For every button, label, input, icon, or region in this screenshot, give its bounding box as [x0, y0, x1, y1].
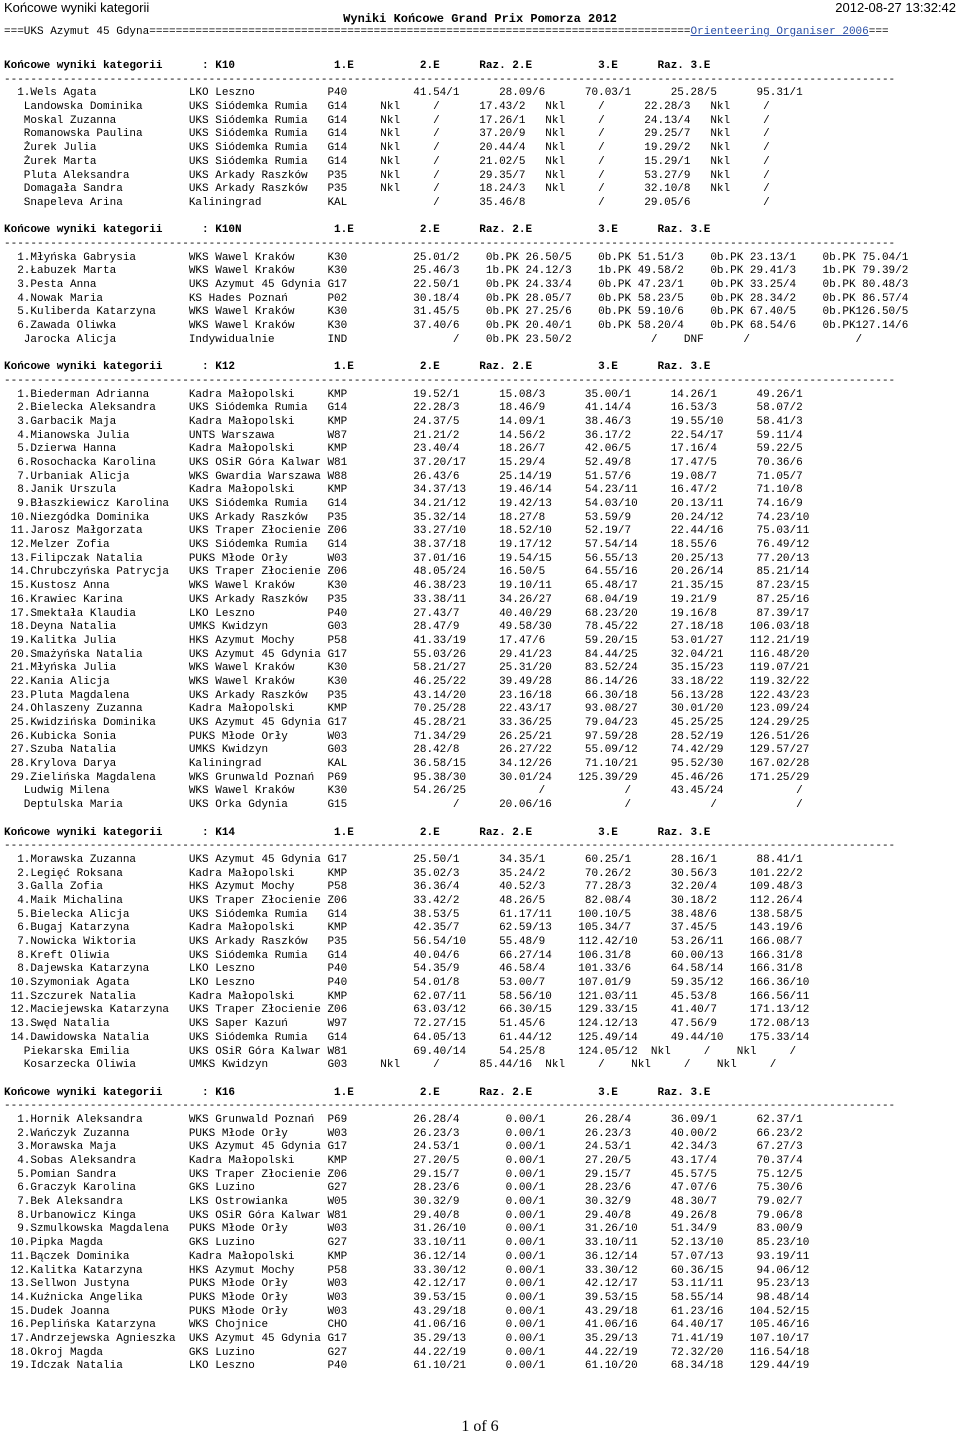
result-row: 1.Hornik Aleksandra WKS Grunwald Poznań P69 26.28/4 0.00/1 26.28/4 36.09/1 62.37/1	[4, 1113, 803, 1126]
result-row: Landowska Dominika UKS Siódemka Rumia G14 Nkl / 17.43/2 Nkl / 22.28/3 Nkl /	[4, 101, 770, 114]
result-row: 20.Smażyńska Natalia UKS Azymut 45 Gdynia G17 55.03/26 29.41/23 84.44/25 32.04/21 116.48/20	[4, 648, 810, 661]
result-row: Snapeleva Arina Kaliningrad KAL / 35.46/8 / 29.05/6 /	[4, 196, 770, 209]
result-row: 8.Janik Urszula Kadra Małopolski KMP 34.37/13 19.46/14 54.23/11 16.47/2 71.10/8	[4, 484, 803, 497]
section-rule: ---------------------------------------------------------------------------------------------------------------------------------------	[4, 1100, 896, 1113]
result-row: 4.Mianowska Julia UNTS Warszawa W87 21.21/2 14.56/2 36.17/2 22.54/17 59.11/4	[4, 429, 803, 442]
section-rule: ---------------------------------------------------------------------------------------------------------------------------------------	[4, 73, 896, 86]
result-row: Moskal Zuzanna UKS Siódemka Rumia G14 Nkl / 17.26/1 Nkl / 24.13/4 Nkl /	[4, 114, 770, 127]
section-heading: Końcowe wyniki kategorii : K10 1.E 2.E Raz. 2.E 3.E Raz. 3.E	[4, 60, 711, 72]
section-heading: Końcowe wyniki kategorii : K16 1.E 2.E Raz. 2.E 3.E Raz. 3.E	[4, 1086, 711, 1099]
section-heading: Końcowe wyniki kategorii : K10N 1.E 2.E Raz. 2.E 3.E Raz. 3.E	[4, 224, 711, 237]
result-row: 23.Pluta Magdalena UKS Arkady Raszków P35 43.14/20 23.16/18 66.30/18 56.13/28 122.43/23	[4, 689, 810, 702]
result-row: 12.Maciejewska Katarzyna UKS Traper Złocienie Z06 63.03/12 66.30/15 129.33/15 41.40/7 171.13/12	[4, 1004, 810, 1017]
result-row: 2.Legięć Roksana Kadra Małopolski KMP 35.02/3 35.24/2 70.26/2 30.56/3 101.22/2	[4, 867, 803, 880]
result-row: 11.Bączek Dominika Kadra Małopolski KMP 36.12/14 0.00/1 36.12/14 57.07/13 93.19/11	[4, 1250, 810, 1263]
results-section	[4, 1087, 956, 1388]
results-section	[4, 60, 956, 224]
result-row: 16.Peplińska Katarzyna WKS Chojnice CHO 41.06/16 0.00/1 41.06/16 64.40/17 105.46/16	[4, 1319, 810, 1332]
results-content	[4, 60, 956, 1388]
result-row: 14.Chrubczyńska Patrycja UKS Traper Złocienie Z06 48.05/24 16.50/5 64.55/16 20.26/14 85.21/14	[4, 566, 810, 579]
result-row: 4.Nowak Maria KS Hades Poznań P02 30.18/4 0b.PK 28.05/7 0b.PK 58.23/5 0b.PK 28.34/2 0b.PK 86.57/4	[4, 292, 909, 305]
result-row: 13.Sellwon Justyna PUKS Młode Orły W03 42.12/17 0.00/1 42.12/17 53.11/11 95.23/13	[4, 1278, 810, 1291]
section-rule: ---------------------------------------------------------------------------------------------------------------------------------------	[4, 840, 896, 853]
result-row: 19.Kalitka Julia HKS Azymut Mochy P58 41.33/19 17.47/6 59.20/15 53.01/27 112.21/19	[4, 634, 810, 647]
result-row: 3.Morawska Maja UKS Azymut 45 Gdynia G17 24.53/1 0.00/1 24.53/1 42.34/3 67.27/3	[4, 1141, 803, 1154]
result-row: 10.Szymoniak Agata LKO Leszno P40 54.01/8 53.00/7 107.01/9 59.35/12 166.36/10	[4, 977, 810, 990]
result-row: Romanowska Paulina UKS Siódemka Rumia G14 Nkl / 37.20/9 Nkl / 29.25/7 Nkl /	[4, 128, 770, 141]
result-row: 9.Błaszkiewicz Karolina UKS Siódemka Rumia G14 34.21/12 19.42/13 54.03/10 20.13/11 74.16/9	[4, 498, 803, 510]
result-row: 27.Szuba Natalia UMKS Kwidzyn G03 28.42/8 26.27/22 55.09/12 74.42/29 129.57/27	[4, 744, 810, 757]
result-row: Ludwig Milena WKS Wawel Kraków K30 54.26/25 / / 43.45/24 /	[4, 785, 803, 798]
result-row: 10.Niezgódka Dominika UKS Arkady Raszków P35 35.32/14 18.27/8 53.59/9 20.24/12 74.23/10	[4, 511, 810, 524]
section-heading: Końcowe wyniki kategorii : K14 1.E 2.E Raz. 2.E 3.E Raz. 3.E	[4, 826, 711, 839]
result-row: 6.Bugaj Katarzyna Kadra Małopolski KMP 42.35/7 62.59/13 105.34/7 37.45/5 143.19/6	[4, 922, 803, 935]
result-row: 3.Garbacik Maja Kadra Małopolski KMP 24.37/5 14.09/1 38.46/3 19.55/10 58.41/3	[4, 415, 803, 428]
header-left-title: Końcowe wyniki kategorii	[4, 0, 150, 15]
club-line-text: ===UKS Azymut 45 Gdyna==================================================================================	[4, 26, 691, 38]
result-row: Deptulska Maria UKS Orka Gdynia G15 / 20.06/16 / / /	[4, 799, 803, 812]
result-row: 13.Swęd Natalia UKS Saper Kazuń W97 72.27/15 51.45/6 124.12/13 47.56/9 172.08/13	[4, 1018, 810, 1031]
result-row: 26.Kubicka Sonia PUKS Młode Orły W03 71.34/29 26.25/21 97.59/28 28.52/19 126.51/26	[4, 730, 810, 743]
result-row: 28.Krylova Darya Kaliningrad KAL 36.58/15 34.12/26 71.10/21 95.52/30 167.02/28	[4, 758, 810, 771]
results-section	[4, 827, 956, 1087]
result-row: 13.Filipczak Natalia PUKS Młode Orły W03 37.01/16 19.54/15 56.55/13 20.25/13 77.20/13	[4, 552, 810, 565]
result-row: 2.Bielecka Aleksandra UKS Siódemka Rumia G14 22.28/3 18.46/9 41.14/4 16.53/3 58.07/2	[4, 402, 803, 415]
result-row: 14.Kuźnicka Angelika PUKS Młode Orły W03 39.53/15 0.00/1 39.53/15 58.55/14 98.48/14	[4, 1291, 810, 1304]
organiser-link[interactable]: Orienteering Organiser 2006	[690, 26, 869, 38]
result-row: 25.Kwidzińska Dominika UKS Azymut 45 Gdynia G17 45.28/21 33.36/25 79.04/23 45.25/25 124.29/25	[4, 717, 810, 729]
result-row: 12.Kalitka Katarzyna HKS Azymut Mochy P58 33.30/12 0.00/1 33.30/12 60.36/15 94.06/12	[4, 1264, 810, 1277]
result-row: 15.Kustosz Anna WKS Wawel Kraków K30 46.38/23 19.10/11 65.48/17 21.35/15 87.23/15	[4, 580, 810, 593]
result-row: 7.Nowicka Wiktoria UKS Arkady Raszków P35 56.54/10 55.48/9 112.42/10 53.26/11 166.08/7	[4, 936, 803, 948]
result-row: 7.Urbaniak Alicja WKS Gwardia Warszawa W88 26.43/6 25.14/19 51.57/6 19.08/7 71.05/7	[4, 470, 803, 483]
result-row: 11.Jarosz Małgorzata UKS Traper Złocienie Z06 33.27/10 18.52/10 52.19/7 22.44/16 75.03/11	[4, 525, 810, 538]
result-row: 16.Krawiec Karina UKS Arkady Raszków P35 33.38/11 34.26/27 68.04/19 19.21/9 87.25/16	[4, 593, 810, 606]
result-row: 5.Dzierwa Hanna Kadra Małopolski KMP 23.40/4 18.26/7 42.06/5 17.16/4 59.22/5	[4, 443, 803, 456]
result-row: 3.Galla Zofia HKS Azymut Mochy P58 36.36/4 40.52/3 77.28/3 32.20/4 109.48/3	[4, 881, 803, 894]
result-row: 19.Idczak Natalia LKO Leszno P40 61.10/21 0.00/1 61.10/20 68.34/18 129.44/19	[4, 1360, 810, 1373]
club-line	[4, 26, 956, 40]
result-row: 4.Maik Michalina UKS Traper Złocienie Z06 33.42/2 48.26/5 82.08/4 30.18/2 112.26/4	[4, 894, 803, 907]
page-number: 1 of 6	[461, 1418, 499, 1435]
result-row: 4.Sobas Aleksandra Kadra Małopolski KMP 27.20/5 0.00/1 27.20/5 43.17/4 70.37/4	[4, 1155, 803, 1167]
result-row: 8.Urbanowicz Kinga UKS OSiR Góra Kalwar W81 29.40/8 0.00/1 29.40/8 49.26/8 79.06/8	[4, 1209, 803, 1222]
result-row: Żurek Julia UKS Siódemka Rumia G14 Nkl / 20.44/4 Nkl / 19.29/2 Nkl /	[4, 142, 770, 155]
result-row: Domagała Sandra UKS Arkady Raszków P35 Nkl / 18.24/3 Nkl / 32.10/8 Nkl /	[4, 183, 770, 196]
result-row: 3.Pesta Anna UKS Azymut 45 Gdynia G17 22.50/1 0b.PK 24.33/4 0b.PK 47.23/1 0b.PK 33.25/4 0b.PK 80.48/3	[4, 279, 909, 291]
section-heading: Końcowe wyniki kategorii : K12 1.E 2.E Raz. 2.E 3.E Raz. 3.E	[4, 361, 711, 374]
result-row: 29.Zielińska Magdalena WKS Grunwald Poznań P69 95.38/30 30.01/24 125.39/29 45.46/26 171.25/29	[4, 771, 810, 784]
result-row: 11.Szczurek Natalia Kadra Małopolski KMP 62.07/11 58.56/10 121.03/11 45.53/8 166.56/11	[4, 990, 810, 1003]
result-row: 1.Wels Agata LKO Leszno P40 41.54/1 28.09/6 70.03/1 25.28/5 95.31/1	[4, 87, 803, 100]
document-title: Wyniki Końcowe Grand Prix Pomorza 2012	[343, 12, 617, 26]
result-row: 5.Bielecka Alicja UKS Siódemka Rumia G14 38.53/5 61.17/11 100.10/5 38.48/6 138.58/5	[4, 908, 803, 921]
result-row: 2.Łabuzek Marta WKS Wawel Kraków K30 25.46/3 1b.PK 24.12/3 1b.PK 49.58/2 0b.PK 29.41/3 1b.PK 79.39/2	[4, 265, 909, 278]
result-row: 2.Wańczyk Zuzanna PUKS Młode Orły W03 26.23/3 0.00/1 26.23/3 40.00/2 66.23/2	[4, 1127, 803, 1140]
result-row: 5.Kuliberda Katarzyna WKS Wawel Kraków K30 31.45/5 0b.PK 27.25/6 0b.PK 59.10/6 0b.PK 67.40/5 0b.PK126.50/5	[4, 306, 909, 319]
result-row: Pluta Aleksandra UKS Arkady Raszków P35 Nkl / 29.35/7 Nkl / 53.27/9 Nkl /	[4, 169, 770, 182]
header-timestamp: 2012-08-27 13:32:42	[835, 0, 956, 15]
result-row: Żurek Marta UKS Siódemka Rumia G14 Nkl / 21.02/5 Nkl / 15.29/1 Nkl /	[4, 155, 770, 168]
section-rule: ---------------------------------------------------------------------------------------------------------------------------------------	[4, 237, 896, 250]
result-row: 6.Graczyk Karolina GKS Luzino G27 28.23/6 0.00/1 28.23/6 47.07/6 75.30/6	[4, 1182, 803, 1195]
result-row: 21.Młyńska Julia WKS Wawel Kraków K30 58.21/27 25.31/20 83.52/24 35.15/23 119.07/21	[4, 662, 810, 675]
results-section	[4, 224, 956, 361]
result-row: 24.Ohlaszeny Zuzanna Kadra Małopolski KMP 70.25/28 22.43/17 93.08/27 30.01/20 123.09/24	[4, 703, 810, 716]
result-row: 6.Zawada Oliwka WKS Wawel Kraków K30 37.40/6 0b.PK 20.40/1 0b.PK 58.20/4 0b.PK 68.54/6 0b.PK127.14/6	[4, 320, 909, 333]
result-row: 1.Biederman Adrianna Kadra Małopolski KMP 19.52/1 15.08/3 35.00/1 14.26/1 49.26/1	[4, 388, 803, 401]
result-row: 12.Melzer Zofia UKS Siódemka Rumia G14 38.37/18 19.17/12 57.54/14 18.55/6 76.49/12	[4, 539, 810, 552]
result-row: 6.Rosochacka Karolina UKS OSiR Góra Kalwar W81 37.20/17 15.29/4 52.49/8 17.47/5 70.36/6	[4, 456, 803, 469]
result-row: 1.Morawska Zuzanna UKS Azymut 45 Gdynia G17 25.50/1 34.35/1 60.25/1 28.16/1 88.41/1	[4, 853, 803, 866]
result-row: 17.Smektała Klaudia LKO Leszno P40 27.43/7 40.40/29 68.23/20 19.16/8 87.39/17	[4, 607, 810, 620]
result-row: 1.Młyńska Gabrysia WKS Wawel Kraków K30 25.01/2 0b.PK 26.50/5 0b.PK 51.51/3 0b.PK 23.13/1 0b.PK 75.04/1	[4, 251, 909, 264]
result-row: 18.Deyna Natalia UMKS Kwidzyn G03 28.47/9 49.58/30 78.45/22 27.18/18 106.03/18	[4, 621, 810, 634]
result-row: 15.Dudek Joanna PUKS Młode Orły W03 43.29/18 0.00/1 43.29/18 61.23/16 104.52/15	[4, 1305, 810, 1318]
result-row: 18.Okroj Magda GKS Luzino G27 44.22/19 0.00/1 44.22/19 72.32/20 116.54/18	[4, 1346, 810, 1359]
result-row: 22.Kania Alicja WKS Wawel Kraków K30 46.25/22 39.49/28 86.14/26 33.18/22 119.32/22	[4, 675, 810, 688]
result-row: 8.Dajewska Katarzyna LKO Leszno P40 54.35/9 46.58/4 101.33/6 64.58/14 166.31/8	[4, 963, 803, 976]
result-row: Jarocka Alicja Indywidualnie IND / 0b.PK 23.50/2 / DNF / /	[4, 333, 863, 346]
club-line-tail: ===	[868, 26, 889, 38]
section-rule: ---------------------------------------------------------------------------------------------------------------------------------------	[4, 374, 896, 387]
result-row: 10.Pipka Magda GKS Luzino G27 33.10/11 0.00/1 33.10/11 52.13/10 85.23/10	[4, 1237, 810, 1250]
result-row: Kosarzecka Oliwia UMKS Kwidzyn G03 Nkl / 85.44/16 Nkl / Nkl / Nkl /	[4, 1059, 777, 1072]
results-section	[4, 361, 956, 826]
result-row: 7.Bek Aleksandra LKS Ostrowianka W05 30.32/9 0.00/1 30.32/9 48.30/7 79.02/7	[4, 1196, 803, 1209]
result-row: 14.Dawidowska Natalia UKS Siódemka Rumia G14 64.05/13 61.44/12 125.49/14 49.44/10 175.33/14	[4, 1031, 810, 1044]
result-row: 5.Pomian Sandra UKS Traper Złocienie Z06 29.15/7 0.00/1 29.15/7 45.57/5 75.12/5	[4, 1168, 803, 1181]
result-row: 9.Szmulkowska Magdalena PUKS Młode Orły W03 31.26/10 0.00/1 31.26/10 51.34/9 83.00/9	[4, 1223, 803, 1236]
result-row: 8.Kreft Oliwia UKS Siódemka Rumia G14 40.04/6 66.27/14 106.31/8 60.00/13 166.31/8	[4, 949, 803, 962]
result-row: Piekarska Emilia UKS OSiR Góra Kalwar W81 69.40/14 54.25/8 124.05/12 Nkl / Nkl /	[4, 1045, 797, 1058]
result-row: 17.Andrzejewska Agnieszka UKS Azymut 45 Gdynia G17 35.29/13 0.00/1 35.29/13 71.41/19 107.10/17	[4, 1332, 810, 1345]
